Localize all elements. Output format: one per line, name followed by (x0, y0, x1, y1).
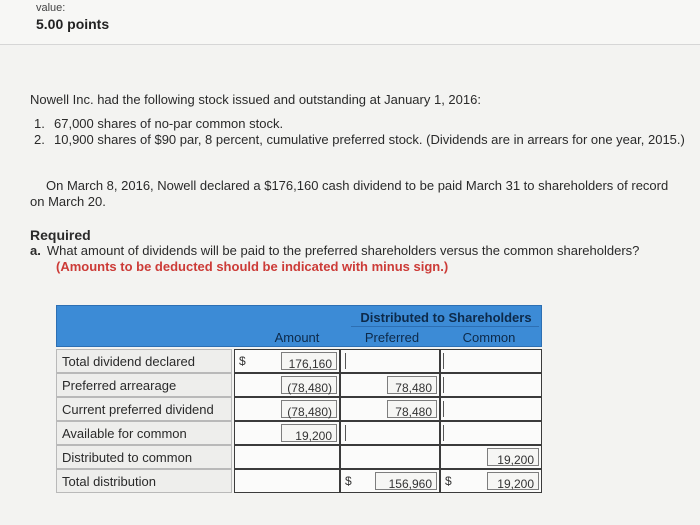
input-caret (443, 353, 444, 369)
row-label-cell (56, 445, 232, 469)
common-field[interactable] (487, 448, 539, 466)
points-value: 5.00 points (36, 16, 110, 32)
amount-value: (78,480) (287, 381, 332, 395)
value-label: value: (36, 2, 66, 14)
table-row (56, 421, 542, 445)
preferred-input[interactable] (340, 421, 440, 445)
item-number: 2. (34, 132, 45, 147)
amount-field[interactable] (281, 424, 337, 442)
table-row (56, 349, 542, 373)
table-row (56, 397, 542, 421)
amount-cell (234, 469, 340, 493)
common-input[interactable] (440, 373, 542, 397)
common-value: 19,200 (497, 453, 534, 467)
preferred-input[interactable] (340, 445, 440, 469)
table-row (56, 445, 542, 469)
row-label-cell (56, 373, 232, 397)
amount-input[interactable] (234, 349, 340, 373)
list-item (34, 116, 694, 132)
common-input[interactable] (440, 397, 542, 421)
amount-value: 176,160 (288, 357, 332, 371)
question-label: a. (30, 243, 41, 258)
amount-value: 19,200 (295, 429, 332, 443)
table-header (56, 305, 542, 347)
input-caret (443, 425, 444, 441)
points-header (0, 0, 700, 45)
preferred-input[interactable] (340, 397, 440, 421)
common-input[interactable] (440, 421, 542, 445)
table-row (56, 469, 542, 493)
input-caret (443, 401, 444, 417)
preferred-field[interactable] (387, 376, 437, 394)
header-divider (351, 326, 539, 327)
table-row (56, 373, 542, 397)
amount-input[interactable] (234, 397, 340, 421)
row-label-cell (56, 469, 232, 493)
common-input[interactable] (440, 445, 542, 469)
amount-input[interactable] (234, 445, 340, 469)
dollar-sign: $ (345, 474, 352, 488)
preferred-total-cell (340, 469, 440, 493)
problem-paragraph: On March 8, 2016, Nowell declared a $176,160 cash dividend to be paid March 31 to shareholders of record on March 20. (30, 178, 669, 209)
input-caret (345, 353, 346, 369)
row-label-cell (56, 397, 232, 421)
item-text: 67,000 shares of no-par common stock. (54, 116, 284, 131)
amount-input[interactable] (234, 373, 340, 397)
problem-intro: Nowell Inc. had the following stock issued and outstanding at January 1, 2016: (30, 92, 481, 107)
question-text: What amount of dividends will be paid to the preferred shareholders versus the common shareholders? (46, 243, 640, 258)
common-total-cell (440, 469, 542, 493)
distributed-header: Distributed to Shareholders (360, 310, 532, 325)
preferred-total-value: 156,960 (388, 477, 432, 491)
preferred-input[interactable] (340, 373, 440, 397)
preferred-input[interactable] (340, 349, 440, 373)
preferred-value: 78,480 (395, 405, 432, 419)
common-input[interactable] (440, 349, 542, 373)
amount-field[interactable] (281, 376, 337, 394)
amount-input[interactable] (234, 421, 340, 445)
row-label: Total distribution (62, 474, 156, 489)
amount-field[interactable] (281, 400, 337, 418)
row-label: Available for common (62, 426, 187, 441)
sign-instruction: (Amounts to be deducted should be indicated with minus sign.) (56, 259, 449, 274)
row-label-cell (56, 349, 232, 373)
item-text: 10,900 shares of $90 par, 8 percent, cumulative preferred stock. (Dividends are in arrears for one year, 2015.) (54, 132, 685, 147)
row-label: Total dividend declared (62, 354, 195, 369)
preferred-column-header: Preferred (364, 330, 420, 345)
required-question (30, 243, 690, 259)
row-label-cell (56, 421, 232, 445)
dollar-sign: $ (239, 354, 246, 368)
item-number: 1. (34, 116, 45, 131)
input-caret (443, 377, 444, 393)
input-caret (345, 425, 346, 441)
list-item (34, 132, 694, 164)
preferred-value: 78,480 (395, 381, 432, 395)
common-total-field (487, 472, 539, 490)
preferred-total-field (375, 472, 437, 490)
dollar-sign: $ (445, 474, 452, 488)
row-label: Current preferred dividend (62, 402, 214, 417)
amount-field[interactable] (281, 352, 337, 370)
dividend-table (56, 305, 542, 491)
common-column-header: Common (462, 330, 516, 345)
amount-value: (78,480) (287, 405, 332, 419)
required-heading: Required (30, 227, 91, 243)
row-label: Preferred arrearage (62, 378, 177, 393)
preferred-field[interactable] (387, 400, 437, 418)
common-total-value: 19,200 (497, 477, 534, 491)
row-label: Distributed to common (62, 450, 193, 465)
amount-column-header: Amount (274, 330, 320, 345)
